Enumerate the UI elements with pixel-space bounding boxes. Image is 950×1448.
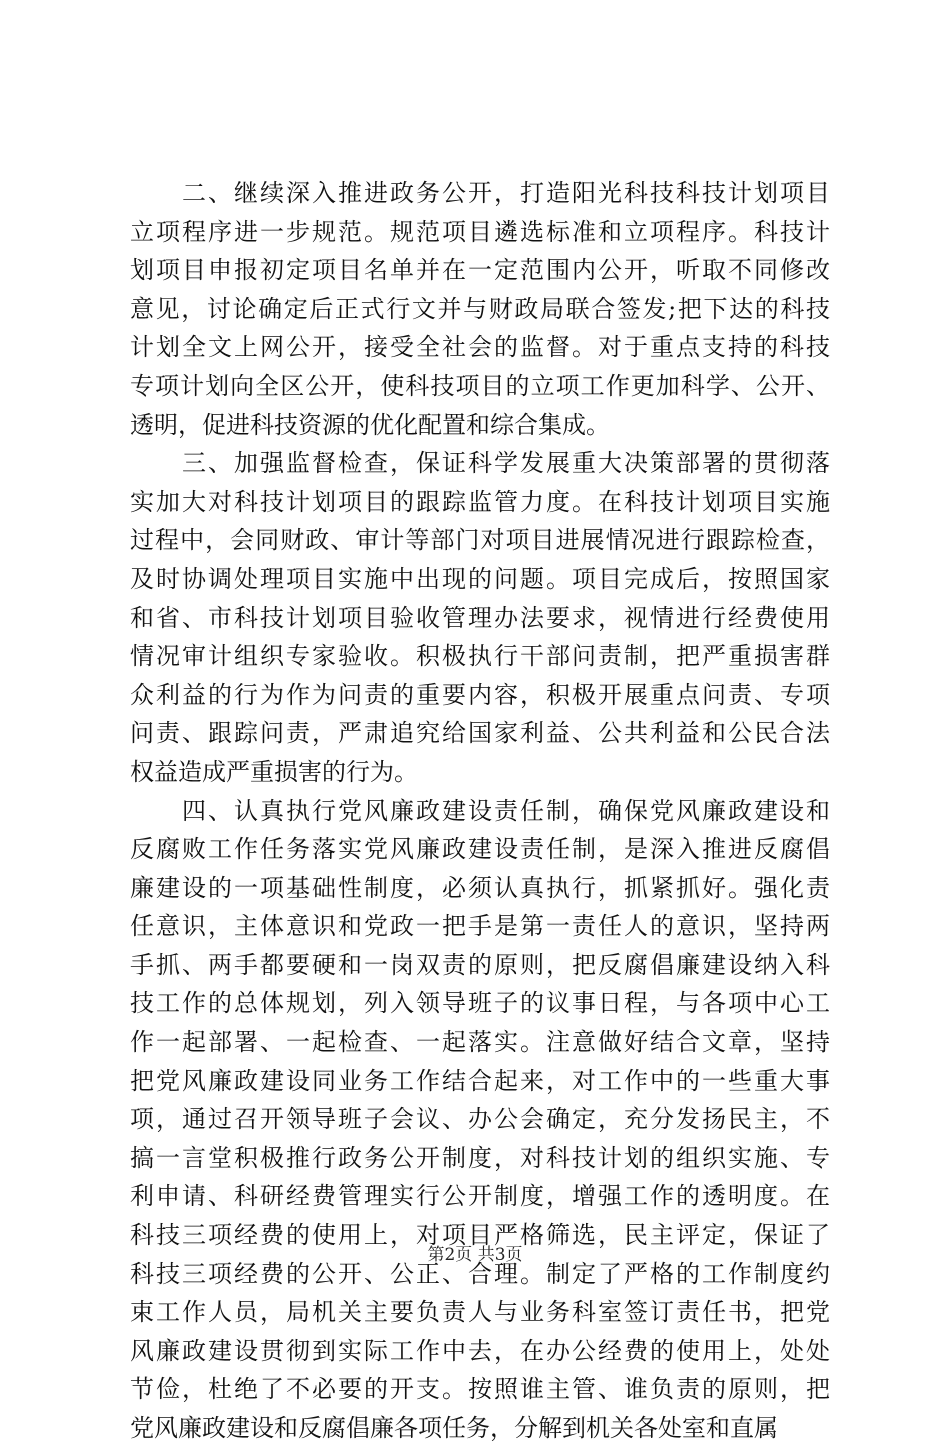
text-line: 意见，讨论确定后正式行文并与财政局联合签发;把下达的科技: [130, 294, 830, 323]
text-line: 过程中，会同财政、审计等部门对项目进展情况进行跟踪检查，: [130, 526, 830, 555]
text-line: 计划全文上网公开，接受全社会的监督。对于重点支持的科技: [130, 333, 830, 362]
text-line: 科技三项经费的公开、公正、合理。制定了严格的工作制度约: [130, 1259, 830, 1288]
text-line: 节俭，杜绝了不必要的开支。按照谁主管、谁负责的原则，把: [130, 1375, 830, 1404]
text-line: 专项计划向全区公开，使科技项目的立项工作更加科学、公开、: [130, 371, 830, 400]
text-line: 立项程序进一步规范。规范项目遴选标准和立项程序。科技计: [130, 217, 830, 246]
text-line: 实加大对科技计划项目的跟踪监管力度。在科技计划项目实施: [130, 487, 830, 516]
text-line: 作一起部署、一起检查、一起落实。注意做好结合文章，坚持: [130, 1028, 830, 1057]
text-line: 及时协调处理项目实施中出现的问题。项目完成后，按照国家: [130, 564, 830, 593]
text-line: 科技三项经费的使用上，对项目严格筛选，民主评定，保证了: [130, 1221, 830, 1250]
text-line: 二、继续深入推进政务公开，打造阳光科技科技计划项目: [130, 179, 830, 207]
text-line: 风廉政建设贯彻到实际工作中去，在办公经费的使用上，处处: [130, 1336, 830, 1365]
text-line: 技工作的总体规划，列入领导班子的议事日程，与各项中心工: [130, 989, 830, 1018]
text-line: 手抓、两手都要硬和一岗双责的原则，把反腐倡廉建设纳入科: [130, 950, 830, 979]
text-line: 情况审计组织专家验收。积极执行干部问责制，把严重损害群: [130, 642, 830, 671]
text-line: 三、加强监督检查，保证科学发展重大决策部署的贯彻落: [130, 449, 830, 478]
text-line: 问责、跟踪问责，严肃追究给国家利益、公共利益和公民合法: [130, 719, 830, 748]
text-line: 任意识，主体意识和党政一把手是第一责任人的意识，坚持两: [130, 912, 830, 941]
text-line: 和省、市科技计划项目验收管理办法要求，视情进行经费使用: [130, 603, 830, 632]
text-line: 划项目申报初定项目名单并在一定范围内公开，听取不同修改: [130, 256, 830, 285]
text-line: 众利益的行为作为问责的重要内容，积极开展重点问责、专项: [130, 680, 830, 709]
page-footer: 第2页 共3页: [427, 1245, 523, 1265]
text-line: 搞一言堂积极推行政务公开制度，对科技计划的组织实施、专: [130, 1143, 830, 1172]
text-line: 廉建设的一项基础性制度，必须认真执行，抓紧抓好。强化责: [130, 873, 830, 902]
text-line: 反腐败工作任务落实党风廉政建设责任制，是深入推进反腐倡: [130, 835, 830, 864]
text-line: 项，通过召开领导班子会议、办公会确定，充分发扬民主，不: [130, 1105, 830, 1134]
text-line: 权益造成严重损害的行为。: [130, 757, 418, 786]
text-line: 透明，促进科技资源的优化配置和综合集成。: [130, 410, 610, 439]
text-line: 党风廉政建设和反腐倡廉各项任务，分解到机关各处室和直属: [130, 1414, 778, 1442]
text-line: 利申请、科研经费管理实行公开制度，增强工作的透明度。在: [130, 1182, 830, 1211]
text-line: 把党风廉政建设同业务工作结合起来，对工作中的一些重大事: [130, 1066, 830, 1095]
text-line: 四、认真执行党风廉政建设责任制，确保党风廉政建设和: [130, 796, 830, 825]
text-line: 束工作人员，局机关主要负责人与业务科室签订责任书，把党: [130, 1298, 830, 1327]
